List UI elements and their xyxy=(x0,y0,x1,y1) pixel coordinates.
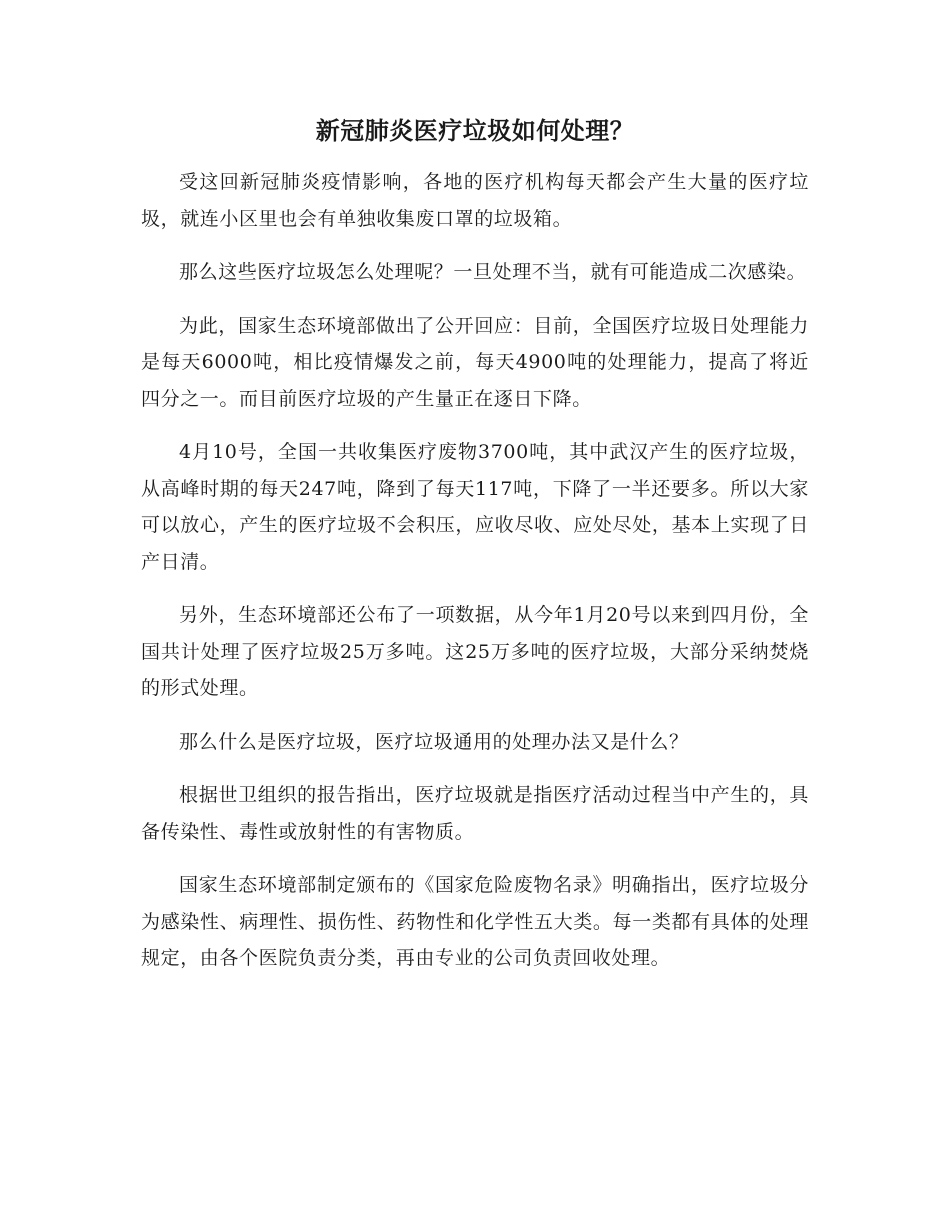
paragraph-7: 根据世卫组织的报告指出，医疗垃圾就是指医疗活动过程当中产生的，具备传染性、毒性或放射性的有害物质。 xyxy=(141,784,809,843)
paragraph-1: 受这回新冠肺炎疫情影响，各地的医疗机构每天都会产生大量的医疗垃圾，就连小区里也会有单独收集废口罩的垃圾箱。 xyxy=(141,171,809,230)
document-body xyxy=(141,164,809,994)
paragraph-3: 为此，国家生态环境部做出了公开回应：目前，全国医疗垃圾日处理能力是每天6000吨，相比疫情爆发之前，每天4900吨的处理能力，提高了将近四分之一。而目前医疗垃圾的产生量正在逐日下降。 xyxy=(141,314,809,410)
document-title: 新冠肺炎医疗垃圾如何处理？ xyxy=(315,116,635,145)
paragraph-4: 4月10号，全国一共收集医疗废物3700吨，其中武汉产生的医疗垃圾，从高峰时期的每天247吨，降到了每天117吨，下降了一半还要多。所以大家可以放心，产生的医疗垃圾不会积压，应收尽收、应处尽处，基本上实现了日产日清。 xyxy=(141,441,809,573)
paragraph-6: 那么什么是医疗垃圾，医疗垃圾通用的处理办法又是什么？ xyxy=(179,730,689,753)
paragraph-2: 那么这些医疗垃圾怎么处理呢？一旦处理不当，就有可能造成二次感染。 xyxy=(179,261,807,283)
paragraph-8: 国家生态环境部制定颁布的《国家危险废物名录》明确指出，医疗垃圾分为感染性、病理性、损伤性、药物性和化学性五大类。每一类都有具体的处理规定，由各个医院负责分类，再由专业的公司负责回收处理。 xyxy=(141,874,809,969)
paragraph-5: 另外，生态环境部还公布了一项数据，从今年1月20号以来到四月份，全国共计处理了医疗垃圾25万多吨。这25万多吨的医疗垃圾，大部分采纳焚烧的形式处理。 xyxy=(141,604,809,699)
